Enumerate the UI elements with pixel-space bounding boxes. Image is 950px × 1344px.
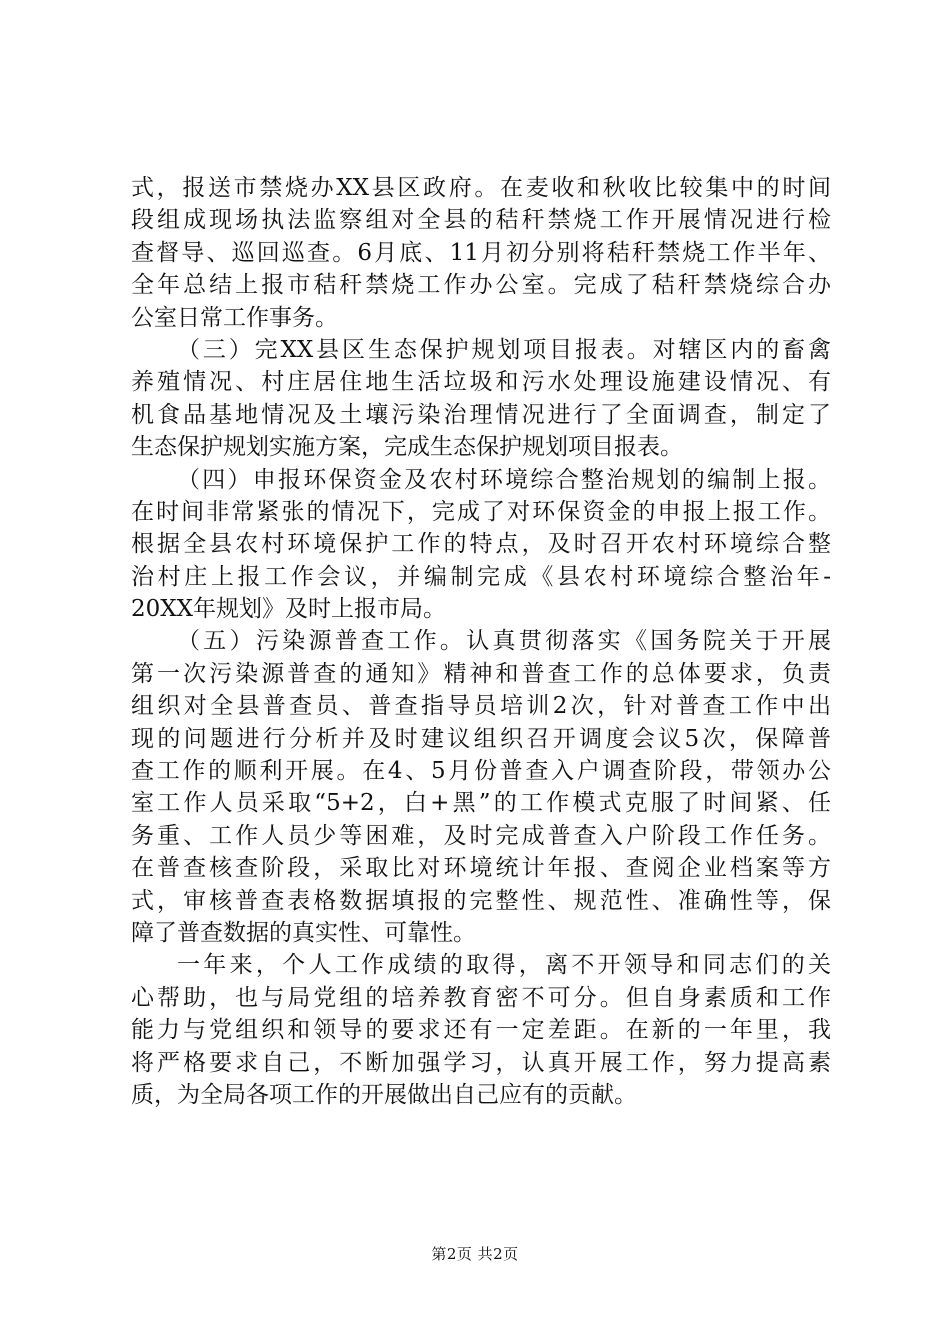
text-line: 公室日常工作事务。 <box>131 304 338 331</box>
text-line: 式，报送市禁烧办XX县区政府。在麦收和秋收比较集中的时间 <box>131 175 831 201</box>
text-line: 现的问题进行分析并及时建议组织召开调度会议5次，保障普 <box>131 725 831 752</box>
document-body <box>131 172 831 1111</box>
page-footer: 第2页 共2页 <box>431 1245 519 1263</box>
text-line: 生态保护规划实施方案，完成生态保护规划项目报表。 <box>131 434 683 461</box>
text-line: 心帮助，也与局党组的培养教育密不可分。但自身素质和工作 <box>131 984 831 1011</box>
text-line: 全年总结上报市秸秆禁烧工作办公室。完成了秸秆禁烧综合办 <box>131 272 831 299</box>
text-line: 根据全县农村环境保护工作的特点，及时召开农村环境综合整 <box>131 531 831 558</box>
text-line: 能力与党组织和领导的要求还有一定差距。在新的一年里，我 <box>131 1017 831 1044</box>
text-line: 室工作人员采取“5+2，白+黑”的工作模式克服了时间紧、任 <box>131 790 831 817</box>
text-line: 养殖情况、村庄居住地生活垃圾和污水处理设施建设情况、有 <box>131 369 831 396</box>
text-line: 将严格要求自己，不断加强学习，认真开展工作，努力提高素 <box>131 1049 831 1076</box>
text-line: 治村庄上报工作会议，并编制完成《县农村环境综合整治年- <box>131 563 831 590</box>
text-line: （五）污染源普查工作。认真贯彻落实《国务院关于开展 <box>177 628 831 655</box>
text-line: 式，审核普查表格数据填报的完整性、规范性、准确性等，保 <box>131 887 831 914</box>
text-line: 20XX年规划》及时上报市局。 <box>131 596 447 623</box>
text-line: 务重、工作人员少等困难，及时完成普查入户阶段工作任务。 <box>131 822 831 849</box>
text-line: 查督导、巡回巡查。6月底、11月初分别将秸秆禁烧工作半年、 <box>131 239 831 266</box>
text-line: 段组成现场执法监察组对全县的秸秆禁烧工作开展情况进行检 <box>131 207 831 234</box>
text-line: 查工作的顺利开展。在4、5月份普查入户调查阶段，带领办公 <box>131 758 831 785</box>
text-line: 障了普查数据的真实性、可靠性。 <box>131 919 476 946</box>
text-line: 一年来，个人工作成绩的取得，离不开领导和同志们的关 <box>177 952 831 979</box>
text-line: 组织对全县普查员、普查指导员培训2次，针对普查工作中出 <box>131 693 831 720</box>
text-line: 质，为全局各项工作的开展做出自己应有的贡献。 <box>131 1081 637 1108</box>
text-line: 机食品基地情况及土壤污染治理情况进行了全面调查，制定了 <box>131 401 831 428</box>
text-line: 在时间非常紧张的情况下，完成了对环保资金的申报上报工作。 <box>131 498 831 525</box>
text-line: （三）完XX县区生态保护规划项目报表。对辖区内的畜禽 <box>177 336 831 363</box>
text-line: 在普查核查阶段，采取比对环境统计年报、查阅企业档案等方 <box>131 855 831 882</box>
text-line: （四）申报环保资金及农村环境综合整治规划的编制上报。 <box>177 466 831 493</box>
text-line: 第一次污染源普查的通知》精神和普查工作的总体要求，负责 <box>131 660 831 687</box>
